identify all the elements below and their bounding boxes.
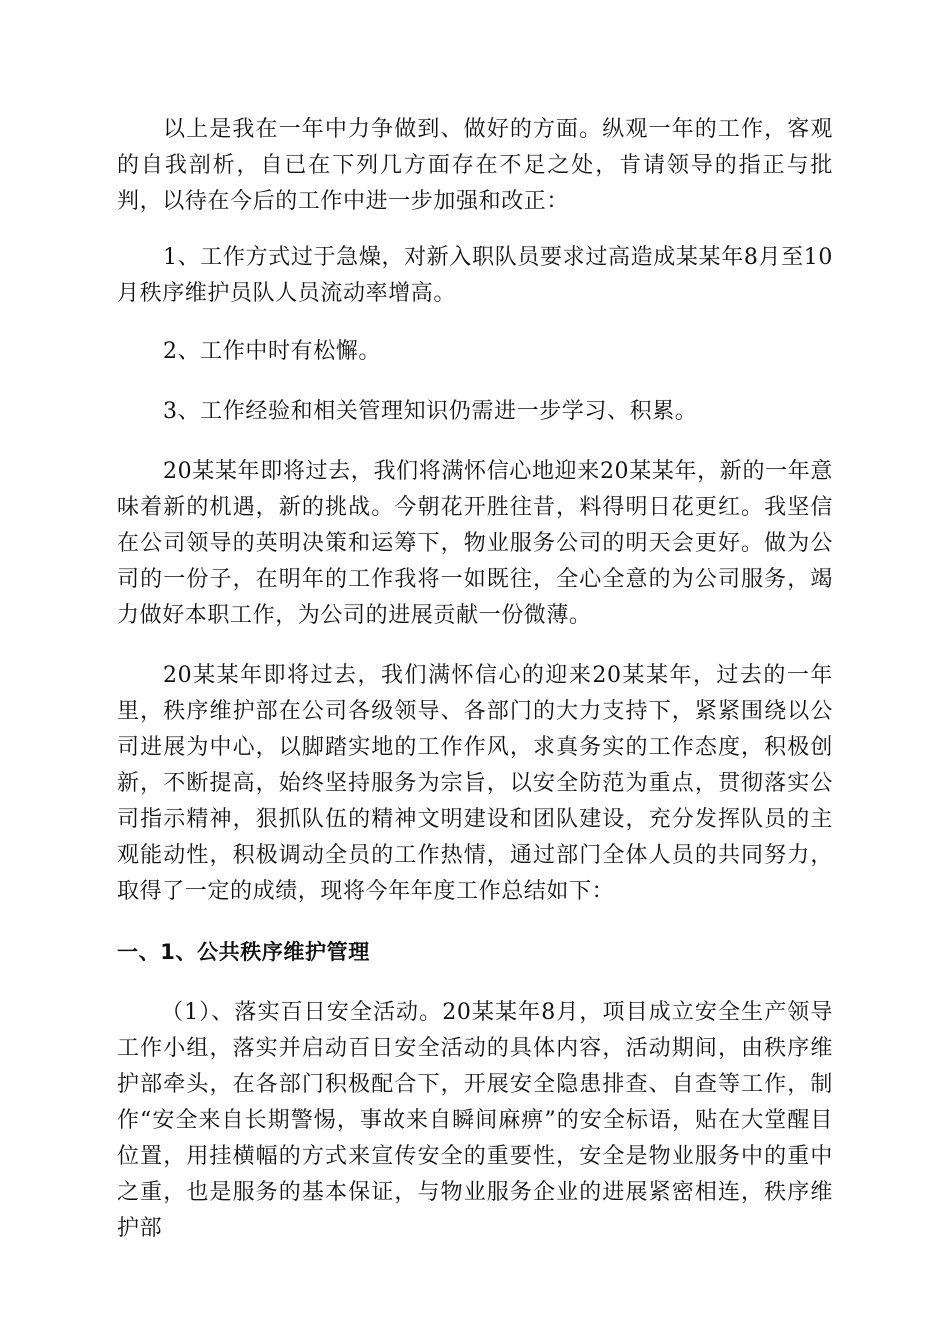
paragraph-outlook: 20某某年即将过去，我们将满怀信心地迎来20某某年，新的一年意味着新的机遇，新的挑战。今朝花开胜往昔，料得明日花更红。我坚信在公司领导的英明决策和运筹下，物业服务公司的明天会更好。做为公司的一份子，在明年的工作我将一如既往，全心全意的为公司服务，竭力做好本职工作，为公司的进展贡献一份微薄。 (117, 459, 833, 628)
paragraph-self-assessment: 以上是我在一年中力争做到、做好的方面。纵观一年的工作，客观的自我剖析，自已在下列几方面存在不足之处，肯请领导的指正与批判，以待在今后的工作中进一步加强和改正： (117, 117, 833, 214)
list-item-1: 1、工作方式过于急燥，对新入职队员要求过高造成某某年8月至10月秩序维护员队人员流动率增高。 (117, 245, 833, 306)
list-item-3: 3、工作经验和相关管理知识仍需进一步学习、积累。 (163, 399, 698, 424)
paragraph-summary-intro: 20某某年即将过去，我们满怀信心的迎来20某某年，过去的一年里，秩序维护部在公司各级领导、各部门的大力支持下，紧紧围绕以公司进展为中心，以脚踏实地的工作作风，求真务实的工作态度，积极创新，不断提高，始终坚持服务为宗旨，以安全防范为重点，贯彻落实公司指示精神，狠抓队伍的精神文明建设和团队建设，充分发挥队员的主观能动性，积极调动全员的工作热情，通过部门全体人员的共同努力，取得了一定的成绩，现将今年年度工作总结如下： (117, 663, 833, 904)
paragraph-safety-activity: （1）、落实百日安全活动。20某某年8月，项目成立安全生产领导工作小组，落实并启动百日安全活动的具体内容，活动期间，由秩序维护部牵头，在各部门积极配合下，开展安全隐患排查、自查等工作，制作“安全来自长期警惕，事故来自瞬间麻痹”的安全标语，贴在大堂醒目位置，用挂横幅的方式来宣传安全的重要性，安全是物业服务中的重中之重，也是服务的基本保证，与物业服务企业的进展紧密相连，秩序维护部 (117, 1000, 833, 1241)
list-item-2: 2、工作中时有松懈。 (163, 339, 381, 364)
document-body (117, 112, 833, 1247)
section-heading: 一、1、公共秩序维护管理 (117, 940, 370, 964)
